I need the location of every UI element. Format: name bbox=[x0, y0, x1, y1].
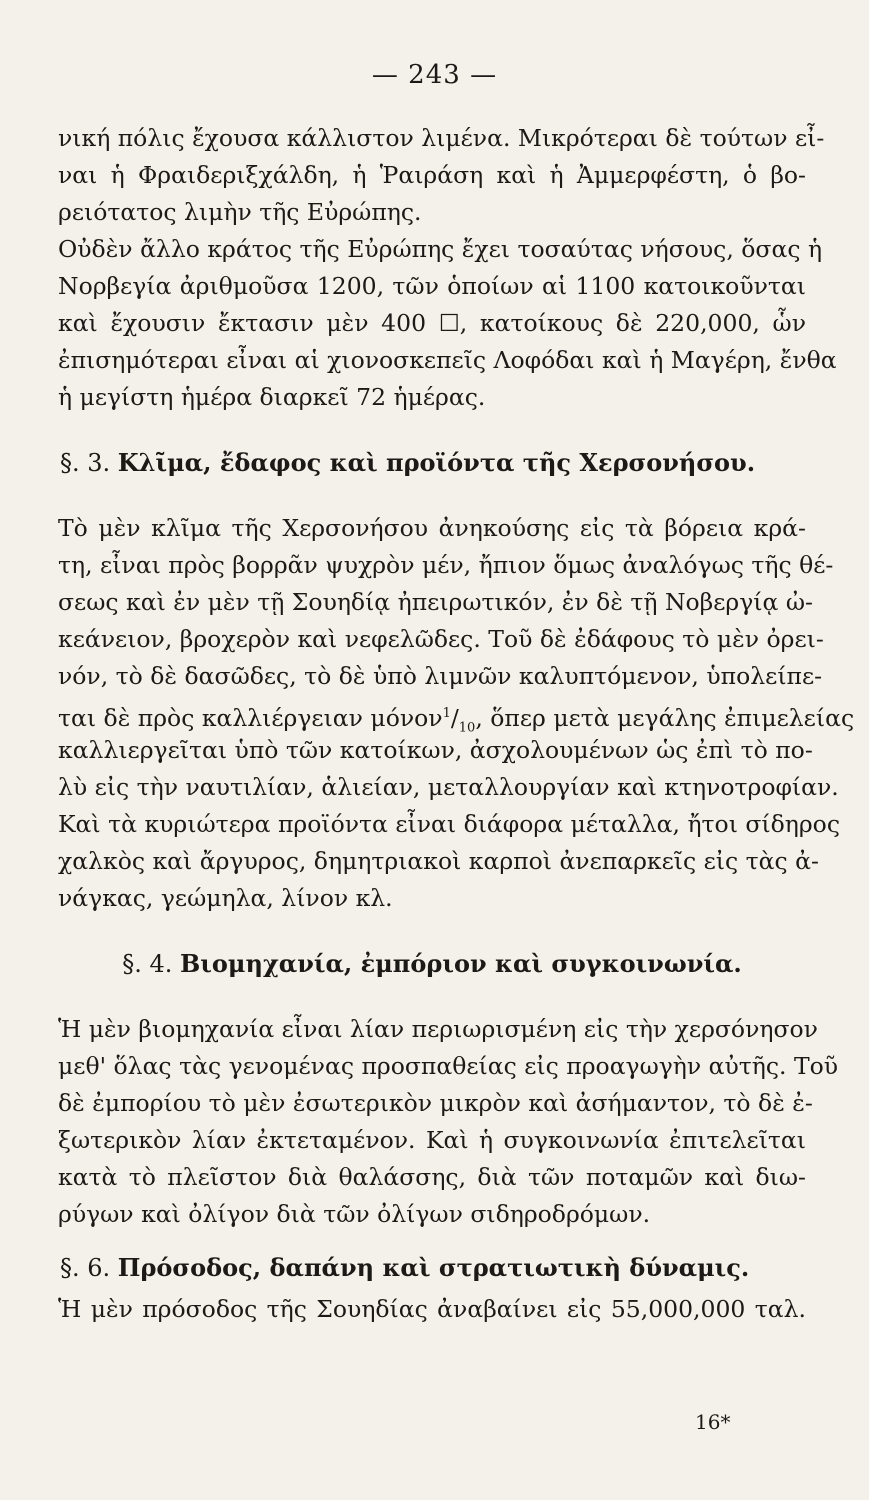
section-number: §. 4. bbox=[122, 950, 173, 978]
text-line: καὶ ἔχουσιν ἔκτασιν μὲν 400 ☐, κατοίκους δὲ 220,000, ὧν bbox=[58, 309, 806, 337]
paragraph-industry bbox=[58, 1011, 839, 1233]
spacer bbox=[58, 1233, 806, 1245]
text-line: νική πόλις ἔχουσα κάλλιστον λιμένα. Μικρότεραι δὲ τούτων εἶ- bbox=[58, 124, 825, 152]
text-line: κατὰ τὸ πλεῖστον διὰ θαλάσσης, διὰ τῶν ποταμῶν καὶ διω- bbox=[58, 1163, 806, 1191]
fraction-slash: / bbox=[450, 703, 459, 732]
section-title: Βιομηχανία, ἐμπόριον καὶ συγκοινωνία. bbox=[180, 949, 742, 978]
section-number: §. 6. bbox=[60, 1254, 111, 1282]
spacer bbox=[58, 987, 806, 1011]
page-body bbox=[58, 120, 855, 1328]
section-heading-4 bbox=[58, 941, 806, 987]
spacer bbox=[58, 486, 806, 510]
text-fragment: , ὅπερ μετὰ μεγάλης ἐπιμελείας bbox=[475, 703, 855, 732]
text-line: Ἡ μὲν βιομηχανία εἶναι λίαν περιωρισμένη εἰς τὴν χερσόνησον bbox=[58, 1015, 818, 1043]
section-heading-3 bbox=[58, 440, 806, 486]
text-line: ἡ μεγίστη ἡμέρα διαρκεῖ 72 ἡμέρας. bbox=[58, 383, 486, 411]
fraction-numerator: 1 bbox=[442, 706, 451, 721]
text-line: ξωτερικὸν λίαν ἐκτεταμένον. Καὶ ἡ συγκοινωνία ἐπιτελεῖται bbox=[58, 1126, 806, 1154]
text-line: ναι ἡ Φραιδεριξχάλδη, ἡ Ῥαιράση καὶ ἡ Ἀμμερφέστη, ὁ βο- bbox=[58, 161, 806, 189]
text-line: τη, εἶναι πρὸς βορρᾶν ψυχρὸν μέν, ἤπιον ὅμως ἀναλόγως τῆς θέ- bbox=[58, 551, 834, 579]
text-line: Ἡ μὲν πρόσοδος τῆς Σουηδίας ἀναβαίνει εἰς 55,000,000 ταλ. bbox=[58, 1295, 806, 1323]
text-line: λὺ εἰς τὴν ναυτιλίαν, ἁλιείαν, μεταλλουργίαν καὶ κτηνοτροφίαν. bbox=[58, 773, 839, 801]
text-line: δὲ ἐμπορίου τὸ μὲν ἐσωτερικὸν μικρὸν καὶ ἀσήμαντον, τὸ δὲ ἐ- bbox=[58, 1089, 813, 1117]
text-line: Νορβεγία ἀριθμοῦσα 1200, τῶν ὁποίων αἱ 1100 κατοικοῦνται bbox=[58, 272, 806, 300]
spacer bbox=[58, 416, 806, 440]
text-line: μεθ' ὅλας τὰς γενομένας προσπαθείας εἰς προαγωγὴν αὐτῆς. Τοῦ bbox=[58, 1052, 839, 1080]
text-line: ρειότατος λιμὴν τῆς Εὐρώπης. bbox=[58, 198, 422, 226]
fraction-denominator: 10 bbox=[458, 720, 476, 736]
paragraph-norway-islands bbox=[58, 120, 837, 416]
text-line: σεως καὶ ἐν μὲν τῇ Σουηδίᾳ ἠπειρωτικόν, ἐν δὲ τῇ Νοβεργίᾳ ὠ- bbox=[58, 588, 813, 616]
text-line-fraction bbox=[58, 695, 855, 736]
section-title: Πρόσοδος, δαπάνη καὶ στρατιωτικὴ δύναμις. bbox=[117, 1253, 750, 1282]
text-line: χαλκὸς καὶ ἄργυρος, δημητριακοὶ καρποὶ ἀνεπαρκεῖς εἰς τὰς ἀ- bbox=[58, 847, 819, 875]
page-number: — 243 — bbox=[371, 60, 498, 90]
section-heading-6 bbox=[58, 1245, 806, 1291]
text-line: ρύγων καὶ ὀλίγον διὰ τῶν ὀλίγων σιδηροδρόμων. bbox=[58, 1200, 651, 1228]
section-title: Κλῖμα, ἔδαφος καὶ προϊόντα τῆς Χερσονήσου. bbox=[117, 448, 756, 477]
text-line: Οὐδὲν ἄλλο κράτος τῆς Εὐρώπης ἔχει τοσαύτας νήσους, ὅσας ἡ bbox=[58, 235, 823, 263]
paragraph-revenue bbox=[58, 1291, 806, 1328]
text-line: κεάνειον, βροχερὸν καὶ νεφελῶδες. Τοῦ δὲ ἐδάφους τὸ μὲν ὀρει- bbox=[58, 625, 824, 653]
printer-signature: 16* bbox=[695, 1410, 731, 1434]
spacer bbox=[58, 917, 806, 941]
text-line: νόν, τὸ δὲ δασῶδες, τὸ δὲ ὑπὸ λιμνῶν καλυπτόμενον, ὑπολείπε- bbox=[58, 662, 823, 690]
paragraph-climate bbox=[58, 510, 855, 917]
text-line: Καὶ τὰ κυριώτερα προϊόντα εἶναι διάφορα μέταλλα, ἤτοι σίδηρος bbox=[58, 810, 840, 838]
text-line: Τὸ μὲν κλῖμα τῆς Χερσονήσου ἀνηκούσης εἰς τὰ βόρεια κρά- bbox=[58, 514, 806, 542]
text-line: ἐπισημότεραι εἶναι αἱ χιονοσκεπεῖς Λοφόδαι καὶ ἡ Μαγέρη, ἔνθα bbox=[58, 346, 837, 374]
text-fragment: ται δὲ πρὸς καλλιέργειαν μόνον bbox=[58, 703, 443, 732]
section-number: §. 3. bbox=[60, 449, 111, 477]
text-line: νάγκας, γεώμηλα, λίνον κλ. bbox=[58, 884, 393, 912]
text-line: καλλιεργεῖται ὑπὸ τῶν κατοίκων, ἀσχολουμένων ὡς ἐπὶ τὸ πο- bbox=[58, 736, 813, 764]
